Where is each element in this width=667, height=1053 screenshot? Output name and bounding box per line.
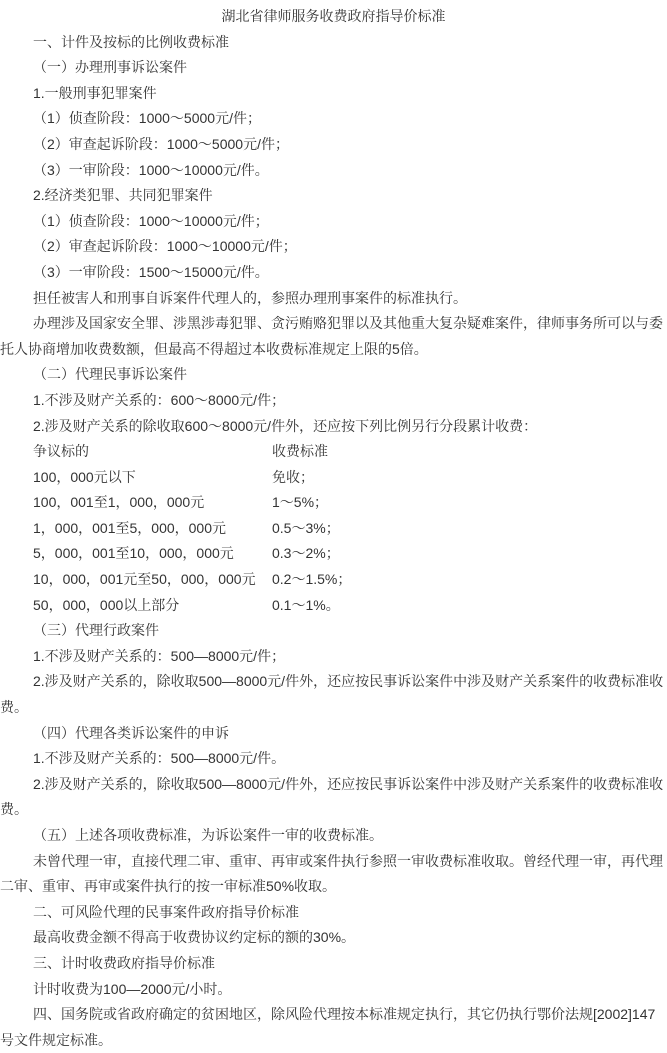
- fee-item: （1）侦查阶段：1000～10000元/件；: [33, 212, 269, 229]
- fee-item: （2）审查起诉阶段：1000～10000元/件；: [33, 238, 297, 255]
- subsection-heading-1-1: （一）办理刑事诉讼案件: [33, 59, 187, 76]
- page-title: 湖北省律师服务收费政府指导价标准: [221, 8, 446, 24]
- fee-item: （3）一审阶段：1500～15000元/件。: [33, 263, 269, 280]
- fee-table-row: [0, 593, 667, 619]
- subsection-heading-1-2: （二）代理民事诉讼案件: [33, 366, 187, 383]
- fee-row-subject: 5，000，001至10，000，000元: [33, 545, 234, 562]
- fee-item: （2）审查起诉阶段：1000～5000元/件；: [33, 135, 289, 152]
- subsection-heading-1-5: （五）上述各项收费标准，为诉讼案件一审的收费标准。: [33, 827, 383, 843]
- subsection-heading-1-4: （四）代理各类诉讼案件的申诉: [33, 724, 229, 741]
- note-paragraph: 担任被害人和刑事自诉案件代理人的，参照办理刑事案件的标准执行。: [33, 289, 467, 306]
- item-heading: 1.一般刑事犯罪案件: [33, 84, 157, 101]
- note-paragraph: 办理涉及国家安全罪、涉黑涉毒犯罪、贪污贿赂犯罪以及其他重大复杂疑难案件，律师事务所可以与委托人协商增加收费数额，但最高不得超过本收费标准规定上限的5倍。: [0, 315, 663, 357]
- fee-item: 1.不涉及财产关系的：500—8000元/件；: [33, 647, 286, 664]
- section-heading-1: 一、计件及按标的比例收费标准: [33, 33, 229, 50]
- fee-row-rate: 0.2～1.5%；: [272, 571, 352, 588]
- note-paragraph: 未曾代理一审，直接代理二审、重审、再审或案件执行参照一审收费标准收取。曾经代理一审，再代理二审、重审、再审或案件执行的按一审标准50%收取。: [0, 852, 663, 895]
- fee-table-row: [0, 541, 667, 567]
- fee-row-rate: 0.1～1%。: [272, 596, 340, 613]
- fee-row-subject: 10，000，001元至50，000，000元: [33, 571, 256, 588]
- fee-table-header-subject: 争议标的: [33, 443, 89, 460]
- fee-table-row: [0, 567, 667, 593]
- note-paragraph: 计时收费为100—2000元/小时。: [33, 980, 232, 997]
- fee-item: 2.涉及财产关系的，除收取500—8000元/件外，还应按民事诉讼案件中涉及财产关系案件的收费标准收费。: [0, 673, 664, 716]
- fee-table-row: [0, 465, 667, 491]
- note-paragraph: 最高收费金额不得高于收费协议约定标的额的30%。: [33, 929, 356, 946]
- section-heading-4: 四、国务院或省政府确定的贫困地区，除风险代理按本标准规定执行，其它仍执行鄂价法规[2002]147号文件规定标准。: [0, 1006, 656, 1048]
- fee-item: （1）侦查阶段：1000～5000元/件；: [33, 110, 261, 127]
- fee-row-subject: 100，001至1，000，000元: [33, 494, 205, 511]
- fee-row-subject: 50，000，000以上部分: [33, 596, 180, 613]
- item-heading: 2.经济类犯罪、共同犯罪案件: [33, 187, 213, 204]
- fee-row-rate: 免收；: [272, 468, 314, 485]
- fee-item: 2.涉及财产关系的，除收取500—8000元/件外，还应按民事诉讼案件中涉及财产关系案件的收费标准收费。: [0, 775, 664, 818]
- fee-row-subject: 1，000，001至5，000，000元: [33, 519, 227, 536]
- fee-item: 1.不涉及财产关系的：600～8000元/件；: [33, 391, 286, 408]
- fee-table: [0, 439, 667, 618]
- fee-table-row: [0, 490, 667, 516]
- fee-item: 2.涉及财产关系的除收取600～8000元/件外，还应按下列比例另行分段累计收费：: [33, 417, 538, 434]
- fee-row-rate: 0.5～3%；: [272, 519, 340, 536]
- fee-table-header-rate: 收费标准: [272, 443, 328, 460]
- fee-item: 1.不涉及财产关系的：500—8000元/件。: [33, 750, 286, 767]
- section-heading-2: 二、可风险代理的民事案件政府指导价标准: [33, 903, 299, 920]
- subsection-heading-1-3: （三）代理行政案件: [33, 622, 159, 639]
- fee-row-rate: 1～5%；: [272, 494, 329, 511]
- fee-item: （3）一审阶段：1000～10000元/件。: [33, 161, 269, 178]
- fee-table-header-row: [0, 439, 667, 465]
- fee-row-subject: 100，000元以下: [33, 468, 136, 485]
- fee-row-rate: 0.3～2%；: [272, 545, 340, 562]
- section-heading-3: 三、计时收费政府指导价标准: [33, 954, 215, 971]
- fee-table-row: [0, 516, 667, 542]
